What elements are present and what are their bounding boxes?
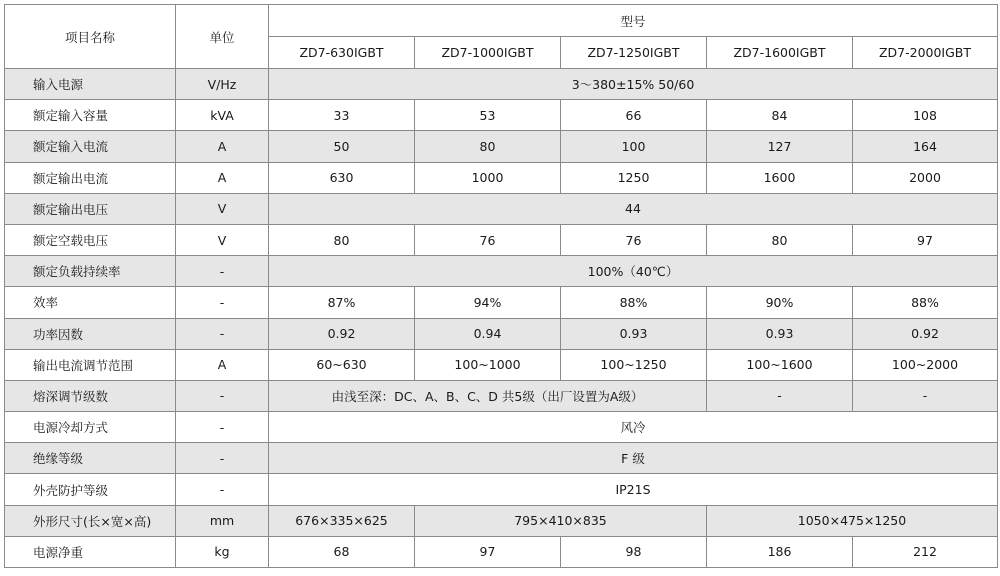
row-label: 电源冷却方式: [5, 412, 176, 443]
row-protection: [5, 474, 998, 505]
cell: 97: [415, 536, 561, 567]
cell: 100~1250: [561, 349, 707, 380]
cell: 100~2000: [853, 349, 998, 380]
cell: 795×410×835: [415, 505, 707, 536]
row-unit: -: [176, 443, 269, 474]
row-rated-output-voltage: [5, 193, 998, 224]
row-label: 额定负载持续率: [5, 256, 176, 287]
cell: 1000: [415, 162, 561, 193]
row-power-factor: [5, 318, 998, 349]
row-unit: A: [176, 162, 269, 193]
row-cooling: [5, 412, 998, 443]
cell: 1050×475×1250: [707, 505, 998, 536]
row-rated-input-capacity: [5, 100, 998, 131]
row-unit: V/Hz: [176, 69, 269, 100]
row-unit: mm: [176, 505, 269, 536]
row-value: 由浅至深：DC、A、B、C、D 共5级（出厂设置为A级）: [269, 380, 707, 411]
row-label: 熔深调节级数: [5, 380, 176, 411]
cell: 0.92: [269, 318, 415, 349]
header-model: 型号: [269, 5, 998, 37]
cell: 97: [853, 224, 998, 255]
cell: 53: [415, 100, 561, 131]
row-unit: V: [176, 193, 269, 224]
cell: 186: [707, 536, 853, 567]
row-label: 额定输出电流: [5, 162, 176, 193]
row-label: 功率因数: [5, 318, 176, 349]
cell: 100: [561, 131, 707, 162]
cell: 80: [269, 224, 415, 255]
row-unit: A: [176, 131, 269, 162]
cell: -: [853, 380, 998, 411]
cell: 50: [269, 131, 415, 162]
cell: 80: [707, 224, 853, 255]
row-value: F 级: [269, 443, 998, 474]
model-1250: ZD7-1250IGBT: [561, 37, 707, 69]
cell: 66: [561, 100, 707, 131]
row-net-weight: [5, 536, 998, 567]
row-label: 外壳防护等级: [5, 474, 176, 505]
row-duty-cycle: [5, 256, 998, 287]
row-label: 额定输入电流: [5, 131, 176, 162]
cell: 88%: [853, 287, 998, 318]
cell: 108: [853, 100, 998, 131]
row-dimensions: [5, 505, 998, 536]
cell: 212: [853, 536, 998, 567]
row-label: 电源净重: [5, 536, 176, 567]
row-label: 效率: [5, 287, 176, 318]
cell: 84: [707, 100, 853, 131]
model-1600: ZD7-1600IGBT: [707, 37, 853, 69]
cell: 76: [561, 224, 707, 255]
model-2000: ZD7-2000IGBT: [853, 37, 998, 69]
cell: 88%: [561, 287, 707, 318]
row-unit: -: [176, 380, 269, 411]
cell: 94%: [415, 287, 561, 318]
row-value: 44: [269, 193, 998, 224]
row-current-range: [5, 349, 998, 380]
cell: 100~1600: [707, 349, 853, 380]
cell: 68: [269, 536, 415, 567]
row-value: 100%（40℃）: [269, 256, 998, 287]
header-unit: 单位: [176, 5, 269, 69]
row-efficiency: [5, 287, 998, 318]
row-label: 额定输出电压: [5, 193, 176, 224]
row-label: 外形尺寸(长×宽×高): [5, 505, 176, 536]
row-unit: kVA: [176, 100, 269, 131]
cell: 2000: [853, 162, 998, 193]
header-row-1: [5, 5, 998, 37]
row-value: 3～380±15% 50/60: [269, 69, 998, 100]
cell: 80: [415, 131, 561, 162]
cell: 0.94: [415, 318, 561, 349]
row-unit: V: [176, 224, 269, 255]
row-unit: A: [176, 349, 269, 380]
row-depth-levels: [5, 380, 998, 411]
cell: 60~630: [269, 349, 415, 380]
cell: 0.93: [707, 318, 853, 349]
row-label: 输出电流调节范围: [5, 349, 176, 380]
row-unit: -: [176, 412, 269, 443]
model-1000: ZD7-1000IGBT: [415, 37, 561, 69]
cell: 76: [415, 224, 561, 255]
header-item-name: 项目名称: [5, 5, 176, 69]
model-630: ZD7-630IGBT: [269, 37, 415, 69]
cell: 630: [269, 162, 415, 193]
cell: -: [707, 380, 853, 411]
cell: 127: [707, 131, 853, 162]
row-value: 风冷: [269, 412, 998, 443]
row-input-power: [5, 69, 998, 100]
cell: 0.92: [853, 318, 998, 349]
row-unit: -: [176, 318, 269, 349]
spec-table: [4, 4, 998, 568]
row-insulation: [5, 443, 998, 474]
cell: 1250: [561, 162, 707, 193]
row-rated-noload-voltage: [5, 224, 998, 255]
row-unit: -: [176, 474, 269, 505]
cell: 98: [561, 536, 707, 567]
row-unit: kg: [176, 536, 269, 567]
row-label: 绝缘等级: [5, 443, 176, 474]
row-rated-input-current: [5, 131, 998, 162]
row-value: IP21S: [269, 474, 998, 505]
row-label: 额定空载电压: [5, 224, 176, 255]
row-unit: -: [176, 287, 269, 318]
row-unit: -: [176, 256, 269, 287]
cell: 676×335×625: [269, 505, 415, 536]
row-rated-output-current: [5, 162, 998, 193]
row-label: 额定输入容量: [5, 100, 176, 131]
cell: 87%: [269, 287, 415, 318]
cell: 90%: [707, 287, 853, 318]
cell: 100~1000: [415, 349, 561, 380]
cell: 0.93: [561, 318, 707, 349]
row-label: 输入电源: [5, 69, 176, 100]
cell: 164: [853, 131, 998, 162]
cell: 33: [269, 100, 415, 131]
cell: 1600: [707, 162, 853, 193]
